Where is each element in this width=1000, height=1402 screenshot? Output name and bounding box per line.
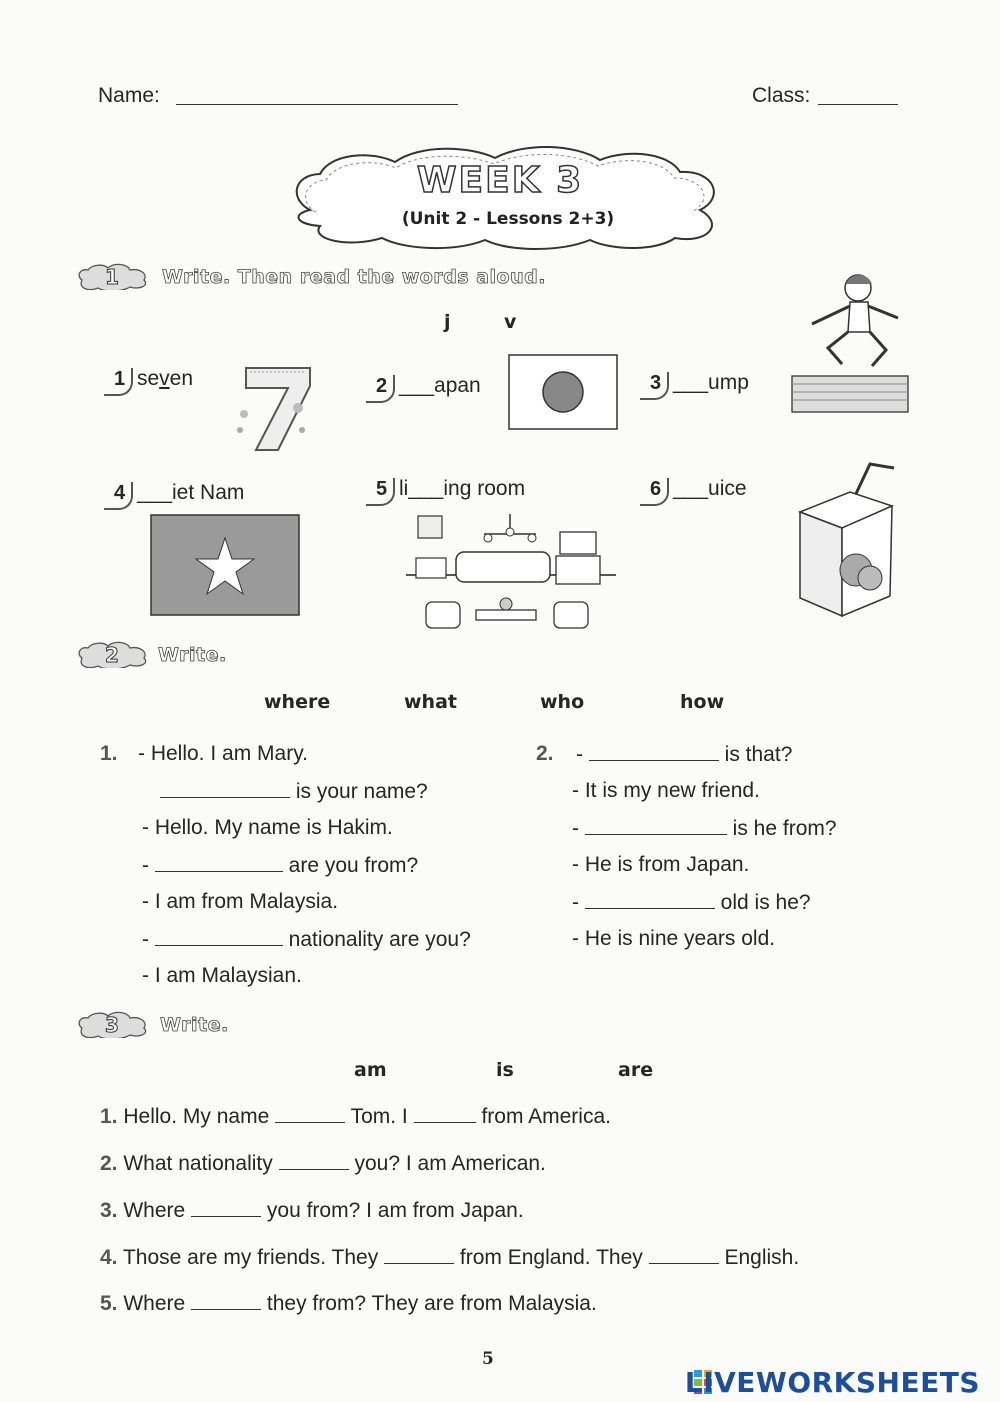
sentence-part: Where: [123, 1199, 186, 1222]
letter-option: v: [504, 311, 517, 333]
answer-blank[interactable]: [414, 1104, 476, 1123]
sentence-part: Those are my friends. They: [122, 1246, 379, 1269]
answer-blank[interactable]: [155, 927, 283, 946]
item-number: 1: [110, 368, 131, 391]
word-part: en: [169, 367, 194, 390]
dialog-line: - Hello. I am Mary.: [138, 742, 308, 765]
word-part: ump: [708, 371, 749, 394]
dialog-line: - I am from Malaysia.: [142, 890, 339, 913]
sentence-number: 1.: [100, 1105, 118, 1128]
item-number: 2: [372, 375, 393, 398]
living-room-image: [404, 512, 618, 636]
dialog-line: - I am Malaysian.: [142, 964, 302, 987]
boy-jumping-image: [790, 268, 910, 418]
sentence-part: English.: [724, 1246, 800, 1269]
word-bank-item: what: [404, 691, 457, 713]
week-title: WEEK 3: [416, 160, 584, 201]
answer-blank[interactable]: [191, 1198, 261, 1217]
word-blank[interactable]: ___: [136, 481, 173, 504]
answer-blank[interactable]: [160, 779, 290, 798]
answer-blank[interactable]: [649, 1245, 719, 1264]
item-number: 4: [110, 482, 131, 505]
section-3-instruction: Write.: [160, 1014, 229, 1036]
answer-blank[interactable]: [589, 742, 719, 761]
number-seven-image: [228, 360, 320, 456]
word-bank-item: am: [354, 1059, 387, 1081]
sentence-4: [100, 1245, 799, 1270]
sentence-number: 2.: [100, 1152, 118, 1175]
word-blank[interactable]: ___: [398, 374, 435, 397]
answer-blank[interactable]: [275, 1104, 345, 1123]
brand-name[interactable]: LIVEWORKSHEETS: [684, 1366, 980, 1399]
word-blank[interactable]: ___: [408, 477, 444, 500]
dialog-line: - It is my new friend.: [572, 779, 760, 802]
word-bank-item: how: [680, 691, 725, 713]
word-part: iet Nam: [172, 481, 245, 504]
word-item-6: [646, 477, 747, 501]
section-1-cloud-icon: [74, 262, 152, 290]
section-1-number: 1: [105, 265, 119, 289]
page-number: 5: [482, 1349, 494, 1369]
word-answer[interactable]: v: [159, 367, 170, 390]
answer-blank[interactable]: [191, 1291, 261, 1310]
answer-blank[interactable]: [585, 816, 727, 835]
dialog-1-number: 1.: [100, 742, 118, 765]
dialog-line: - He is nine years old.: [572, 927, 776, 950]
dialog-line: is that?: [724, 743, 793, 766]
dialog-line: - He is from Japan.: [572, 853, 750, 876]
sentence-part: they from? They are from Malaysia.: [266, 1292, 597, 1315]
dialog-line: nationality are you?: [288, 928, 471, 951]
letter-option: j: [444, 311, 451, 333]
dialog-line: old is he?: [720, 891, 811, 914]
sentence-number: 3.: [100, 1199, 118, 1222]
vietnam-flag-image: [150, 514, 300, 616]
dialog-line: are you from?: [288, 854, 419, 877]
word-bank-item: is: [496, 1059, 514, 1081]
section-2-instruction: Write.: [158, 644, 227, 666]
sentence-number: 4.: [100, 1246, 118, 1269]
word-bank-item: where: [264, 691, 331, 713]
word-item-5: [372, 477, 525, 501]
section-1-instruction: Write. Then read the words aloud.: [162, 266, 546, 288]
sentence-part: Hello. My name: [123, 1105, 270, 1128]
answer-blank[interactable]: [279, 1151, 349, 1170]
word-part: uice: [708, 477, 747, 500]
section-2-cloud-icon: [74, 640, 152, 668]
sentence-5: [100, 1291, 597, 1316]
dialog-2-number: 2.: [536, 742, 554, 765]
name-field[interactable]: [176, 104, 458, 105]
sentence-3: [100, 1198, 524, 1223]
sentence-part: you? I am American.: [354, 1152, 546, 1175]
sentence-part: What nationality: [123, 1152, 273, 1175]
word-blank[interactable]: ___: [672, 371, 709, 394]
word-part: li: [398, 477, 409, 500]
dialog-line: is your name?: [295, 780, 428, 803]
sentence-part: you from? I am from Japan.: [266, 1199, 524, 1222]
section-3-number: 3: [105, 1013, 119, 1037]
word-item-3: [646, 371, 749, 395]
word-part: ing room: [443, 477, 526, 500]
word-part: apan: [434, 374, 481, 397]
juice-box-image: [790, 458, 910, 622]
word-item-1: [110, 367, 193, 391]
sentence-part: from England. They: [459, 1246, 643, 1269]
item-number: 5: [372, 478, 393, 501]
sentence-2: [100, 1151, 546, 1176]
word-part: se: [136, 367, 160, 390]
dialog-line: - Hello. My name is Hakim.: [142, 816, 393, 839]
name-label: Name:: [98, 84, 160, 107]
class-field[interactable]: [818, 104, 898, 105]
word-bank-item: who: [540, 691, 585, 713]
sentence-part: Tom. I: [350, 1105, 408, 1128]
dialog-line: is he from?: [732, 817, 837, 840]
sentence-part: from America.: [481, 1105, 611, 1128]
word-blank[interactable]: ___: [672, 477, 709, 500]
japan-flag-image: [508, 354, 618, 430]
week-subtitle: (Unit 2 - Lessons 2+3): [401, 209, 615, 229]
section-2-number: 2: [105, 643, 119, 667]
word-item-4: [110, 481, 244, 505]
sentence-number: 5.: [100, 1292, 118, 1315]
item-number: 6: [646, 478, 667, 501]
answer-blank[interactable]: [585, 890, 715, 909]
word-item-2: [372, 374, 481, 398]
answer-blank[interactable]: [384, 1245, 454, 1264]
class-label: Class:: [752, 84, 811, 107]
section-3-cloud-icon: [74, 1010, 152, 1038]
word-bank-item: are: [618, 1059, 654, 1081]
sentence-part: Where: [123, 1292, 186, 1315]
answer-blank[interactable]: [155, 853, 283, 872]
sentence-1: [100, 1104, 611, 1129]
item-number: 3: [646, 372, 667, 395]
